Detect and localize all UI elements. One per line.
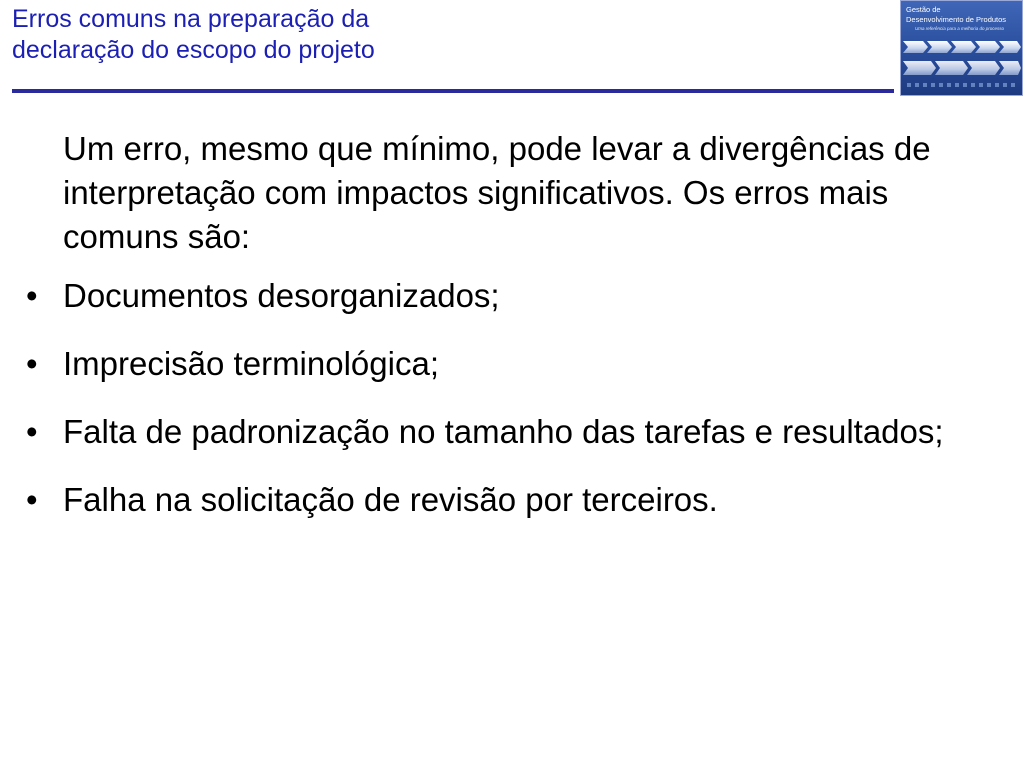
bullet-marker: • (26, 277, 38, 314)
logo-text-line-1: Gestão de (906, 5, 941, 14)
bullet-item (20, 274, 980, 318)
bullet-item (20, 342, 980, 386)
bullet-text: Falta de padronização no tamanho das tarefas e resultados; (63, 413, 944, 450)
bullet-text: Falha na solicitação de revisão por terceiros. (63, 481, 718, 518)
slide-title-line-2: declaração do escopo do projeto (12, 36, 375, 64)
bullet-text: Imprecisão terminológica; (63, 345, 439, 382)
bullet-item (20, 410, 980, 454)
logo-text-line-3: Uma referência para a melhoria do processo (915, 26, 1005, 31)
bullet-marker: • (26, 413, 38, 450)
intro-paragraph: Um erro, mesmo que mínimo, pode levar a divergências de interpretação com impactos significativos. Os erros mais comuns são: (63, 130, 931, 255)
bullet-marker: • (26, 481, 38, 518)
slide-body (20, 127, 980, 546)
course-logo (900, 0, 1023, 96)
bullet-item (20, 478, 980, 522)
slide-title-line-1: Erros comuns na preparação da (12, 5, 370, 33)
title-underline (12, 89, 894, 93)
course-logo-image (901, 1, 1022, 95)
slide-title (12, 4, 872, 66)
bullet-text: Documentos desorganizados; (63, 277, 500, 314)
bullet-list (20, 274, 980, 522)
bullet-marker: • (26, 345, 38, 382)
logo-text-line-2: Desenvolvimento de Produtos (906, 15, 1007, 24)
